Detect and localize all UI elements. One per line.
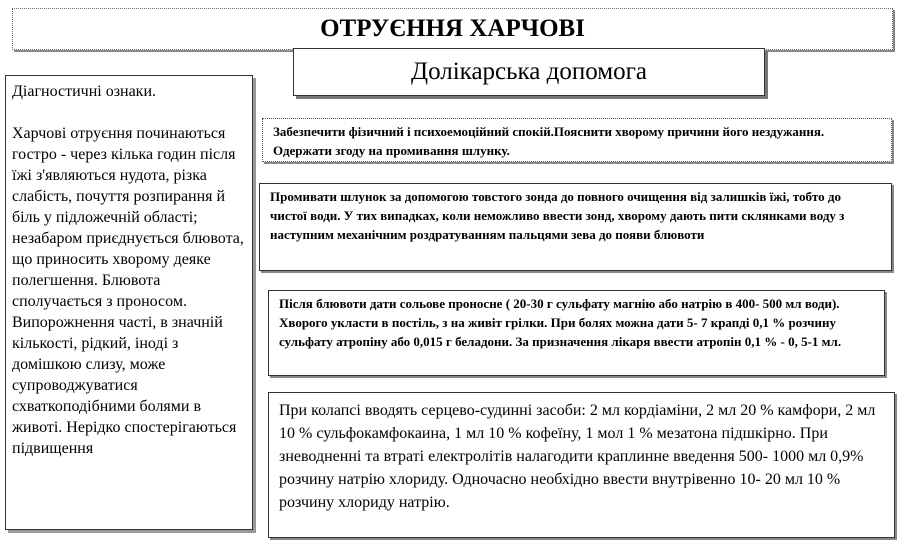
step-3-box: Після блювоти дати сольове проносне ( 20-30 г сульфату магнію або натрію в 400- 500 мл води). Хворого укласти в постіль, з на живіт грілки. При болях можна дати 5- 7 крапді 0,1 % розчину сульфату атропіну або 0,015 г беладони. За призначення лікаря ввести атропін 0,1 % - 0, 5-1 мл. xyxy=(268,290,885,376)
step-1-box: Забезпечити фізичний і психоемоційний спокій.Пояснити хворому причини його нездужання. Одержати згоду на промивання шлунку. xyxy=(262,118,892,162)
page-title: ОТРУЄННЯ ХАРЧОВІ xyxy=(12,8,893,50)
diagnostics-text: Харчові отруєння починаються гостро - через кілька годин після їжі з'являються нудота, різка слабість, почуття розпирання й біль у підложечній області; незабаром приєднується блювота, що приносить хворому деяке полегшення. Блювота сполучається з проносом. Випорожнення часті, в значній кількості, рідкий, іноді з домішкою слизу, може супроводжуватися схваткоподібними болями в животі. Нерідко спостерігаються підвищення xyxy=(12,125,244,457)
step-2-box: Промивати шлунок за допомогою товстого зонда до повного очищення від залишків їжі, тобто до чистої води. У тих випадках, коли неможливо ввести зонд, хворому дають пити склянками воду з наступним механічним роздратуванням пальцями зева до появи блювоти xyxy=(259,183,892,271)
diagnostics-heading: Діагностичні ознаки. xyxy=(12,83,157,100)
diagnostics-box xyxy=(5,75,253,530)
first-aid-heading: Долікарська допомога xyxy=(293,48,765,96)
step-4-box: При колапсі вводять серцево-судинні засоби: 2 мл кордіаміни, 2 мл 20 % камфори, 2 мл 10 % сульфокамфокаина, 1 мл 10 % кофеїну, 1 мол 1 % мезатона підшкірно. При зневодненні та втраті електролітів налагодити краплинне введення 500- 1000 мл 0,9% розчину натрію хлориду. Одночасно необхідно ввести внутрівенно 10- 20 мл 10 % розчину хлориду натрію. xyxy=(268,392,895,538)
